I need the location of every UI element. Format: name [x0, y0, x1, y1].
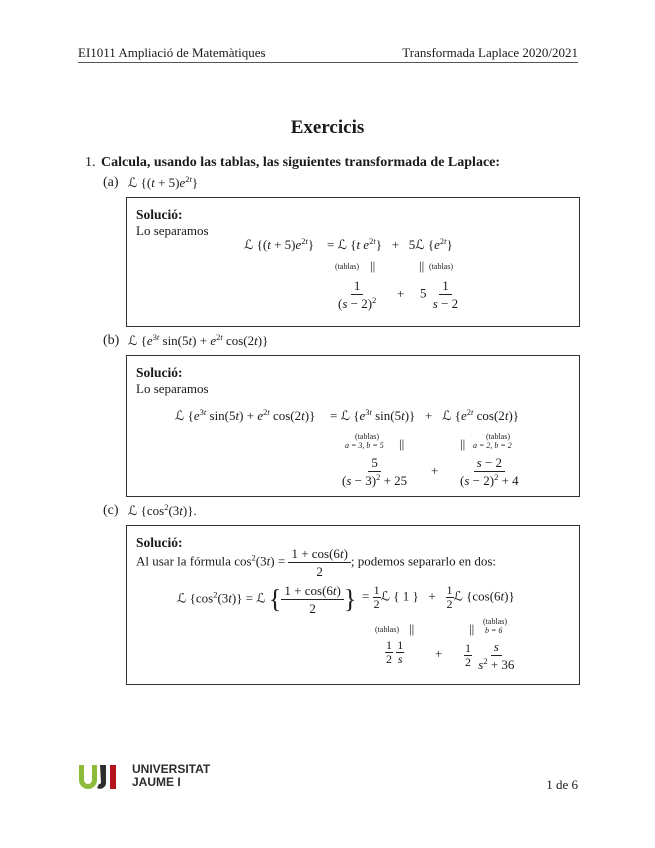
- equals-vertical-a1: ||: [370, 258, 376, 273]
- plus-c: +: [435, 646, 443, 661]
- eq-b-lhs: ℒ {$e^{3t}$ $\sin(5t) + e^{2t}$ cos(2t)}: [175, 407, 316, 423]
- formula-after: ; podemos separarlo en dos:: [350, 553, 497, 569]
- equals-vertical-b2: ||: [460, 436, 466, 451]
- eq-a-lhs: ℒ $\{(t + 5)e^{2t}\}$: [244, 236, 315, 252]
- solution-heading: Solució:: [136, 207, 183, 222]
- formula-intro: Al usar la fórmula: [136, 553, 231, 569]
- logo-text-line1: UNIVERSITAT: [132, 762, 211, 776]
- solution-box-b: [126, 355, 580, 497]
- plus-a: +: [397, 286, 405, 301]
- part-a-label: (a): [103, 175, 119, 190]
- part-c-label: (c): [103, 503, 119, 518]
- cond-c: b = 6: [485, 626, 503, 635]
- equals-vertical-c1: ||: [409, 621, 415, 636]
- page-number: 1 de 6: [546, 777, 578, 792]
- eq-c-rhs: = $\frac{1}{2}$ ℒ { 1 } + $\frac{1}{2}$ ℒ {cos(6t)}: [362, 583, 515, 611]
- result-c1: $\frac{1}{2}$ $\frac{1}{s}$: [386, 638, 404, 666]
- equals-vertical-a2: ||: [419, 258, 425, 273]
- solution-heading: Solució:: [136, 535, 183, 550]
- equals-vertical-c2: ||: [469, 621, 475, 636]
- header-topic: Transformada Laplace 2020/2021: [402, 45, 578, 60]
- tablas-note-a2: (tablas): [429, 262, 453, 271]
- solution-intro: Lo separamos: [136, 223, 209, 238]
- result-a2: 5 $\frac{1}{s - 2}$: [420, 278, 459, 311]
- eq-a-rhs: = ℒ {t $e^{2t}$} + 5ℒ $\{e^{2t}\}$: [327, 236, 453, 252]
- cond-b1: a = 3, b = 5: [345, 441, 384, 450]
- tablas-note-b2: (tablas): [486, 432, 510, 441]
- part-c-expression: ℒ $\{\cos^2(3t)\}$.: [128, 502, 197, 518]
- eq-b-rhs: = ℒ {$e^{3t}$ sin(5t)} + ℒ {$e^{2t}$ cos(2t)}: [330, 407, 520, 423]
- question-number: 1.: [85, 155, 96, 170]
- solution-heading: Solució:: [136, 365, 183, 380]
- solution-intro: Lo separamos: [136, 381, 209, 396]
- university-logo: [78, 763, 218, 791]
- part-b-expression: ℒ {$e^{3t}$ $\sin(5t) + e^{2t}$ cos(2t)}: [128, 332, 269, 348]
- formula-line: Al usar la fórmula $\cos^2(3t)$ = $\frac{1 + \cos(6t)}{2}$ ; podemos separarlo en dos:: [136, 546, 497, 579]
- part-c-suffix: .: [193, 503, 197, 518]
- header-rule: [78, 62, 578, 63]
- tablas-note-c1: (tablas): [375, 625, 399, 634]
- solution-box-a: [126, 197, 580, 327]
- uji-logo-icon: [78, 764, 130, 790]
- result-b1: $\frac{5}{(s - 3)^2 + 25}$: [342, 455, 408, 488]
- result-a1: $\frac{1}{(s - 2)^2}$: [338, 278, 377, 311]
- cond-b2: a = 2, b = 2: [473, 441, 512, 450]
- header-course: EI1011 Ampliació de Matemàtiques: [78, 45, 266, 60]
- part-b-label: (b): [103, 333, 120, 348]
- question-text: Calcula, usando las tablas, las siguientes transformada de Laplace:: [101, 155, 501, 170]
- page-title: Exercicis: [290, 117, 365, 138]
- equals-vertical-b1: ||: [399, 436, 405, 451]
- tablas-note-c2: (tablas): [483, 617, 507, 626]
- result-c2: $\frac{1}{2}$ $\frac{s}{s^2 + 36}$: [465, 639, 515, 672]
- result-b2: $\frac{s - 2}{(s - 2)^2 + 4}$: [460, 455, 519, 488]
- tablas-note-b1: (tablas): [355, 432, 379, 441]
- solution-box-c: [126, 525, 580, 685]
- eq-c-lhs: ℒ $\{\cos^2(3t)\}$ = ℒ { $\frac{1 + \cos(6t)}{2}$ }: [177, 583, 357, 616]
- tablas-note-a1: (tablas): [335, 262, 359, 271]
- plus-b: +: [431, 463, 439, 478]
- logo-text-line2: JAUME I: [132, 775, 181, 789]
- part-a-expression: ℒ $\{(t + 5)e^{2t}\}$: [128, 174, 199, 190]
